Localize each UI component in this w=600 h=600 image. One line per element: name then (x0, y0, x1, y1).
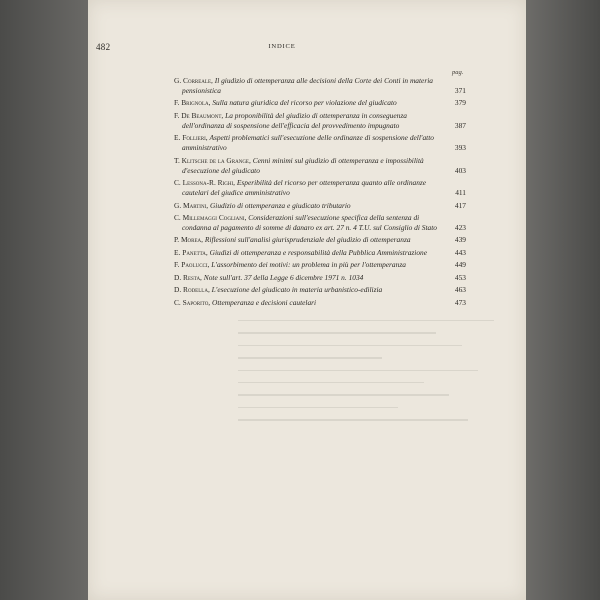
entry-text (174, 285, 450, 295)
entry-text (174, 235, 450, 245)
entry-page: 423 (454, 222, 466, 232)
entry-title: Il giudizio di ottemperanza alle decisioni della Corte dei Conti in materia pensionistica (182, 76, 433, 95)
bleed-through-text (238, 320, 558, 520)
entry-page: 453 (454, 272, 466, 282)
entry-text (174, 111, 450, 131)
entry-author: G. Correale, (174, 76, 213, 85)
toc-entry (174, 133, 466, 153)
entry-page: 439 (454, 235, 466, 245)
toc-entry (174, 98, 466, 108)
toc-entry (174, 235, 466, 245)
toc-entry (174, 178, 466, 198)
entry-page: 411 (455, 188, 466, 198)
entry-author: F. Paolucci, (174, 260, 210, 270)
entry-text (174, 213, 450, 233)
toc-entry (174, 156, 466, 176)
entry-page: 387 (454, 120, 466, 130)
entry-author: C. Saporito, (174, 297, 211, 307)
toc-entry (174, 213, 466, 233)
page-header (96, 42, 468, 56)
entry-author: E. Follieri, (174, 133, 208, 143)
entry-text (174, 201, 450, 211)
entry-title: Ottemperanza e decisioni cautelari (212, 297, 317, 307)
entry-title: Riflessioni sull'analisi giurisprudenziale del giudizio di ottemperanza (204, 235, 411, 245)
entry-author: C. Lessona-R. Righi, (174, 178, 236, 188)
entry-page: 449 (454, 260, 466, 270)
toc-entry (174, 248, 466, 258)
pag-label: pag. (452, 69, 464, 76)
entry-title: Note sull'art. 37 della Legge 6 dicembre 1971 n. 1034 (203, 272, 364, 282)
entry-text (174, 273, 450, 283)
entry-text (174, 76, 450, 96)
entry-page: 443 (454, 247, 466, 257)
entry-title: L'esecuzione del giudicato in materia urbanistico-edilizia (211, 285, 383, 295)
page-number: 482 (96, 42, 111, 52)
entry-author: P. Morea, (174, 235, 204, 245)
entry-author: F. Brignola, (174, 98, 211, 108)
entry-page: 371 (454, 85, 466, 95)
entry-text (174, 260, 450, 270)
entry-page: 463 (454, 285, 466, 295)
toc-entry (174, 285, 466, 295)
entry-author: D. Resta, (174, 272, 202, 282)
toc-entry (174, 298, 466, 308)
toc-entry (174, 201, 466, 211)
entry-author: G. Martini, (174, 200, 209, 210)
entry-page: 393 (454, 143, 466, 153)
entry-author: D. Rodella, (174, 285, 210, 295)
book-gutter (0, 0, 88, 600)
toc-entry (174, 273, 466, 283)
entry-author: E. Panetta, (174, 247, 208, 257)
entry-page: 379 (454, 98, 466, 108)
entry-text (174, 298, 450, 308)
entry-title: La proponibilità del giudizio di ottemperanza in conseguenza dell'ordinanza di sospensione dell'efficacia del provvedimento impugnato (182, 110, 407, 130)
entry-title: Giudizio di ottemperanza e giudicato tributario (209, 200, 351, 210)
entry-title: Cenni minimi sul giudizio di ottemperanza e impossibilità d'esecuzione del giudicato (182, 155, 424, 175)
entry-page: 417 (454, 200, 466, 210)
toc-entry (174, 260, 466, 270)
entry-page: 403 (454, 165, 466, 175)
entry-text (174, 248, 450, 258)
entry-text (174, 178, 450, 198)
toc-entry (174, 111, 466, 131)
entry-author: F. De Beaumont, (174, 110, 224, 120)
entry-title: Esperibilità del ricorso per ottemperanza quanto alle ordinanze cautelari del giudice amministrativo (182, 178, 427, 198)
entry-title: Considerazioni sull'esecuzione specifica della sentenza di condanna al pagamento di somme di danaro ex art. 27 n. 4 T.U. sul Consiglio di Stato (182, 213, 437, 232)
toc-entry (174, 76, 466, 96)
entry-title: Aspetti problematici sull'esecuzione delle ordinanze di sospensione dell'atto amministrativo (182, 133, 434, 153)
entry-author: C. Millemaggi Cogliani, (174, 213, 247, 223)
entry-page: 473 (454, 297, 466, 307)
entry-text (174, 98, 450, 108)
entry-title: Giudizi di ottemperanza e responsabilità della Pubblica Amministrazione (209, 247, 428, 257)
entry-text (174, 156, 450, 176)
entry-author: T. Klitsche de la Grange, (174, 155, 251, 165)
running-head: INDICE (268, 43, 296, 50)
table-of-contents (174, 76, 466, 310)
entry-text (174, 133, 450, 153)
entry-title: Sulla natura giuridica del ricorso per violazione del giudicato (212, 98, 397, 108)
entry-title: L'assorbimento dei motivi: un problema in più per l'ottemperanza (211, 260, 406, 270)
